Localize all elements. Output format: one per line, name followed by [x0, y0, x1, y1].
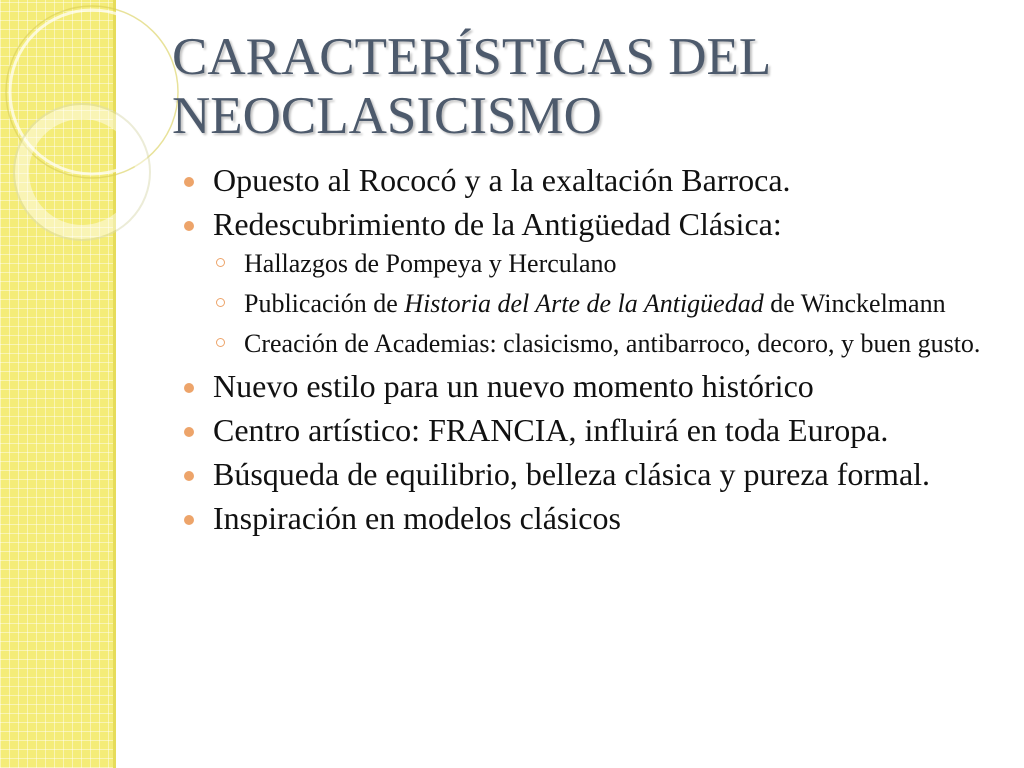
- sub-bullet-item: [180, 288, 1000, 319]
- sub-bullet-text-pre: Publicación de: [244, 289, 405, 318]
- bullet-text: Nuevo estilo para un nuevo momento histórico: [213, 368, 814, 404]
- bullet-text: Inspiración en modelos clásicos: [213, 500, 621, 536]
- bullet-text: Redescubrimiento de la Antigüedad Clásica:: [213, 206, 782, 242]
- bullet-dot-icon: [184, 383, 194, 393]
- bullet-item: [180, 206, 1000, 359]
- sub-bullet-text: Creación de Academias: clasicismo, antibarroco, decoro, y buen gusto.: [244, 329, 981, 358]
- bullet-item: [180, 456, 1000, 492]
- sub-bullet-text-post: de Winckelmann: [763, 289, 946, 318]
- book-title: Historia del Arte de la Antigüedad: [404, 289, 764, 318]
- sub-bullet-list: [213, 248, 1000, 359]
- bullet-text: Opuesto al Rococó y a la exaltación Barroca.: [213, 162, 791, 198]
- bullet-item: [180, 162, 1000, 198]
- bullet-dot-icon: [184, 515, 194, 525]
- ring-bullet-icon: [216, 338, 225, 347]
- bullet-text: Búsqueda de equilibrio, belleza clásica y pureza formal.: [213, 456, 931, 492]
- sub-bullet-text: Hallazgos de Pompeya y Herculano: [244, 249, 617, 278]
- bullet-dot-icon: [184, 221, 194, 231]
- bullet-dot-icon: [184, 177, 194, 187]
- bullet-text: Centro artístico: FRANCIA, influirá en toda Europa.: [213, 412, 889, 448]
- slide-content: [180, 162, 1000, 544]
- decorative-rings-icon: [0, 0, 200, 320]
- bullet-item: [180, 500, 1000, 536]
- ring-bullet-icon: [216, 298, 225, 307]
- slide-title: CARACTERÍSTICAS DEL NEOCLASICISMO: [172, 28, 772, 145]
- ring-bullet-icon: [216, 258, 225, 267]
- sub-bullet-item: [180, 328, 1000, 359]
- sub-bullet-item: [180, 248, 1000, 279]
- bullet-dot-icon: [184, 471, 194, 481]
- bullet-item: [180, 368, 1000, 404]
- bullet-dot-icon: [184, 427, 194, 437]
- bullet-list: [180, 162, 1000, 536]
- bullet-item: [180, 412, 1000, 448]
